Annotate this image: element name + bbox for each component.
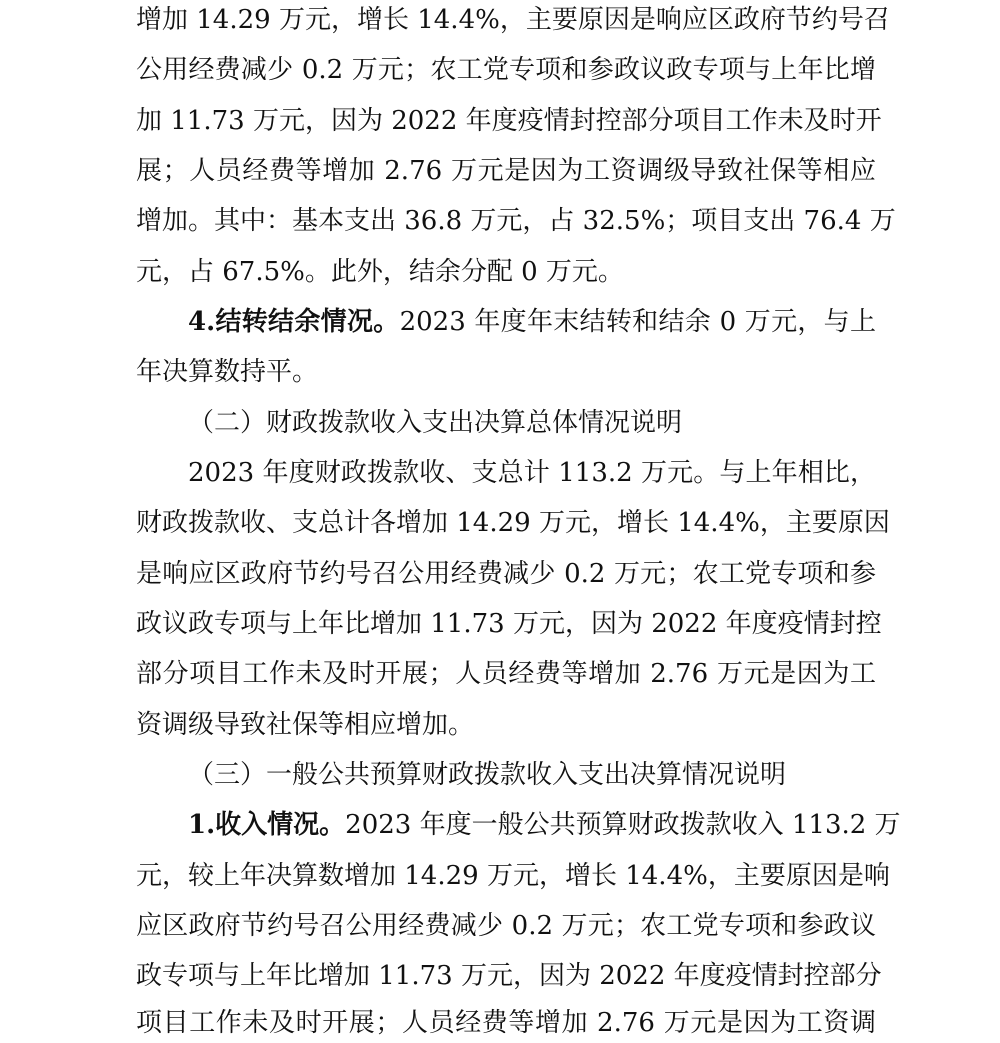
text-line: 应区政府节约号召公用经费减少 0.2 万元；农工党专项和参政议: [136, 911, 876, 941]
text-line: 部分项目工作未及时开展；人员经费等增加 2.76 万元是因为工: [136, 659, 876, 689]
text-line: 2023 年度财政拨款收、支总计 113.2 万元。与上年相比，: [188, 458, 876, 488]
text-span: 2023 年度一般公共预算财政拨款收入 113.2 万: [345, 810, 901, 840]
paragraph-first-line: [188, 805, 901, 845]
paragraph-lead: 1.收入情况。: [188, 810, 346, 840]
paragraph-lead: 4.结转结余情况。: [188, 307, 400, 337]
paragraph-first-line: [188, 302, 876, 342]
text-line: 元，较上年决算数增加 14.29 万元，增长 14.4%，主要原因是响: [136, 861, 890, 891]
text-line: 公用经费减少 0.2 万元；农工党专项和参政议政专项与上年比增: [136, 55, 876, 85]
section-heading: （三）一般公共预算财政拨款收入支出决算情况说明: [188, 760, 787, 790]
text-line: 是响应区政府节约号召公用经费减少 0.2 万元；农工党专项和参: [136, 559, 876, 589]
text-line: 政议政专项与上年比增加 11.73 万元，因为 2022 年度疫情封控: [136, 609, 882, 639]
text-line: 资调级导致社保等相应增加。: [136, 710, 475, 740]
section-heading: （二）财政拨款收入支出决算总体情况说明: [188, 408, 683, 438]
text-line: 增加 14.29 万元，增长 14.4%，主要原因是响应区政府节约号召: [136, 5, 890, 35]
text-line: 元，占 67.5%。此外，结余分配 0 万元。: [136, 257, 624, 287]
text-line: 项目工作未及时开展；人员经费等增加 2.76 万元是因为工资调: [136, 1008, 876, 1038]
text-line: 财政拨款收、支总计各增加 14.29 万元，增长 14.4%，主要原因: [136, 508, 890, 538]
text-line: 加 11.73 万元，因为 2022 年度疫情封控部分项目工作未及时开: [136, 106, 882, 136]
text-line: 增加。其中：基本支出 36.8 万元，占 32.5%；项目支出 76.4 万: [136, 206, 896, 236]
text-line: 年决算数持平。: [136, 357, 319, 387]
text-line: 政专项与上年比增加 11.73 万元，因为 2022 年度疫情封控部分: [136, 961, 882, 991]
text-line: 展；人员经费等增加 2.76 万元是因为工资调级导致社保等相应: [136, 156, 876, 186]
text-span: 2023 年度年末结转和结余 0 万元，与上: [399, 307, 876, 337]
